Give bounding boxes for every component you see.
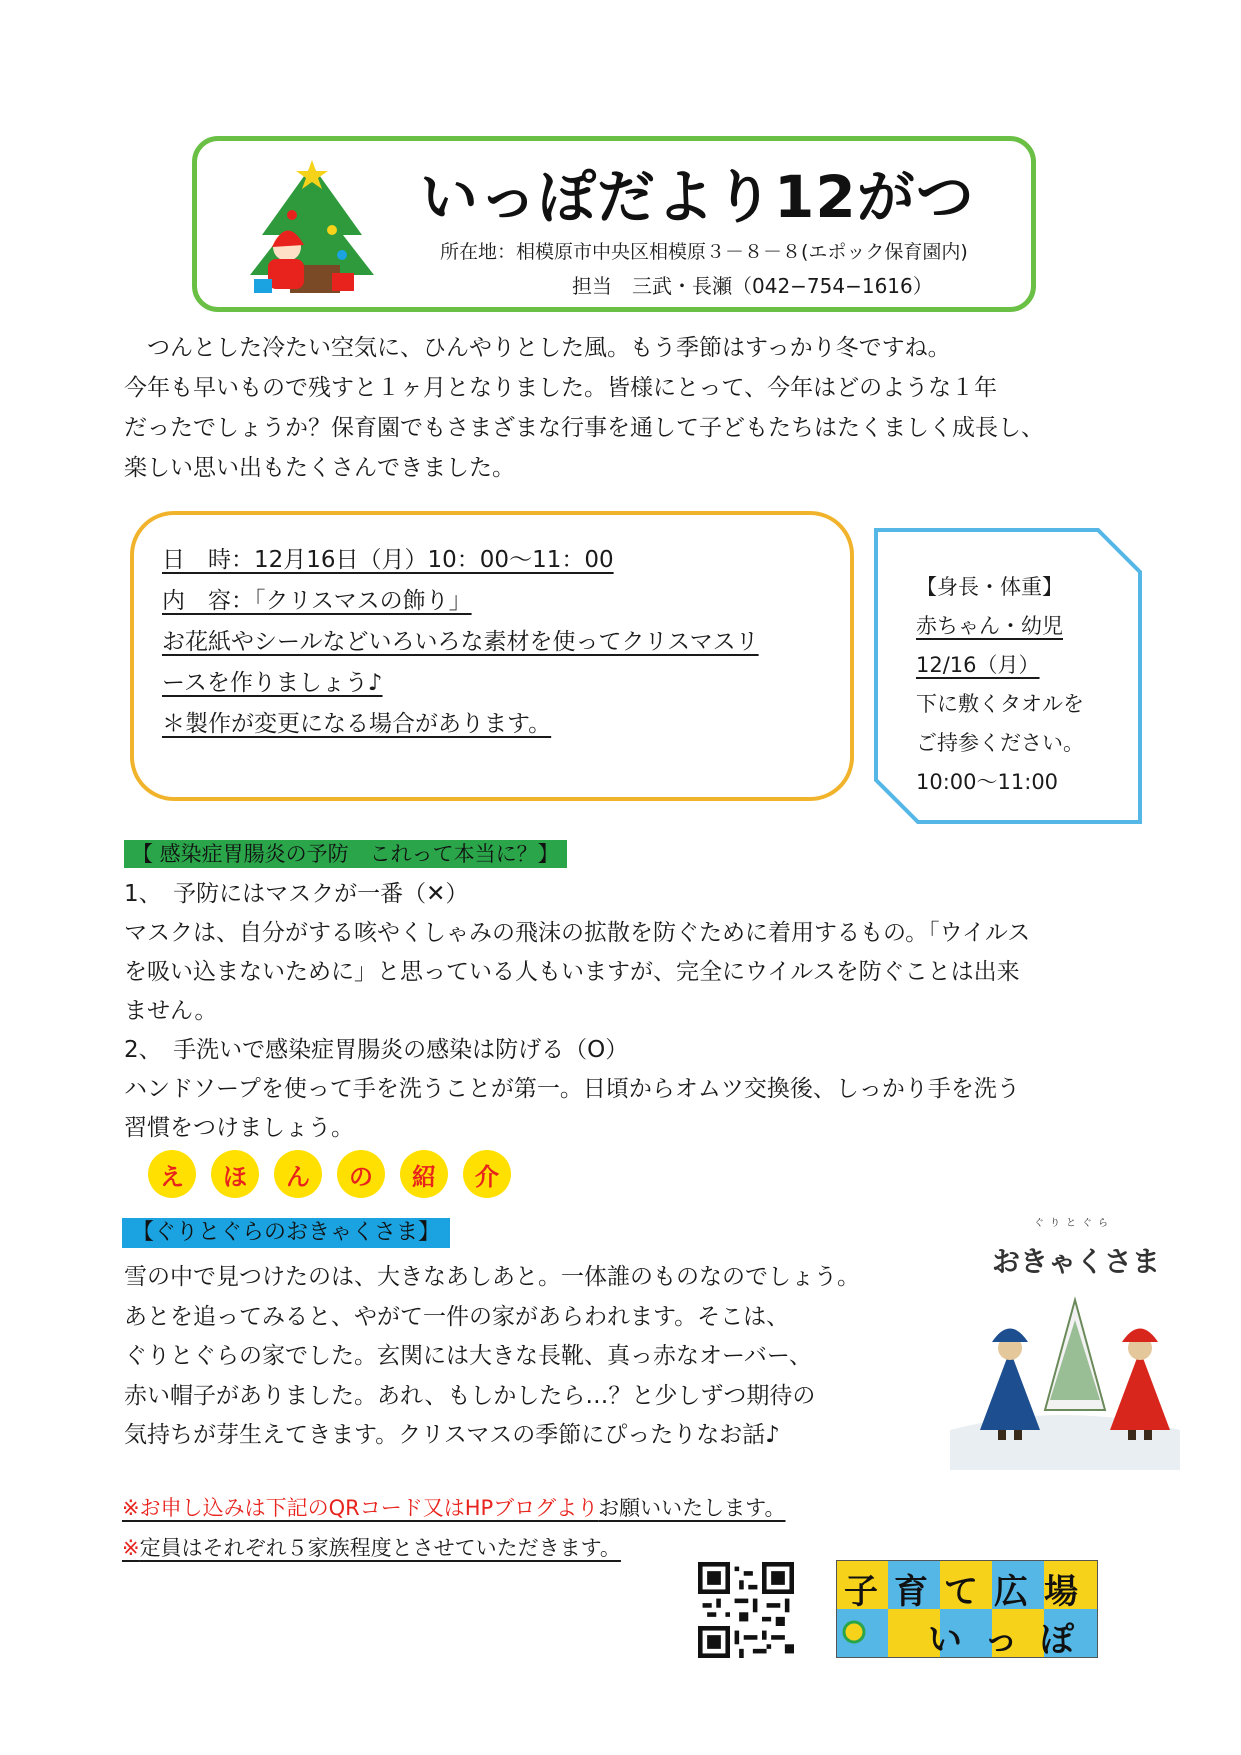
health-item-body: ハンドソープを使って手を洗うことが第一。日頃からオムツ交換後、しっかり手を洗う	[124, 1076, 1020, 1102]
newsletter-title: いっぽだより12がつ	[420, 163, 975, 231]
capacity-note	[122, 1532, 621, 1562]
application-note-rest: お願いいたします。	[598, 1496, 786, 1520]
logo-row-2	[928, 1612, 1074, 1661]
book-desc-line: あとを追ってみると、やがて一件の家があらわれます。そこは、	[124, 1303, 790, 1330]
heading-circle: ほ	[211, 1150, 259, 1198]
intro-line: 楽しい思い出もたくさんできました。	[124, 455, 515, 481]
book-cover-title: おきゃくさま	[992, 1245, 1161, 1278]
event-desc-line: ースを作りましょう♪	[162, 670, 383, 696]
heading-circle: え	[148, 1150, 196, 1198]
application-note-highlight: ※お申し込みは下記のQRコード又はHPブログより	[122, 1496, 599, 1520]
heading-circle: ん	[274, 1150, 322, 1198]
measurement-target: 赤ちゃん・幼児	[916, 614, 1063, 638]
logo-char: 育	[894, 1572, 928, 1612]
contact-text: 担当 三武・長瀬（042−754−1616）	[572, 274, 933, 298]
measurement-line: ご持参ください。	[916, 731, 1084, 755]
health-item-body: 習慣をつけましょう。	[124, 1115, 354, 1141]
measurement-line: 下に敷くタオルを	[916, 692, 1084, 716]
measurement-date: 12/16（月）	[916, 653, 1040, 677]
christmas-tree-illustration	[232, 155, 382, 305]
event-note: ＊製作が変更になる場合があります。	[162, 711, 552, 737]
capacity-note-mark: ※	[122, 1536, 140, 1560]
event-details	[162, 540, 759, 745]
book-title-tag: 【ぐりとぐらのおきゃくさま】	[122, 1218, 450, 1248]
health-item-body: を吸い込まないために」と思っている人もいますが、完全にウイルスを防ぐことは出来	[124, 959, 1020, 985]
qr-code[interactable]	[698, 1562, 794, 1658]
heading-circle: 紹	[400, 1150, 448, 1198]
measurement-time: 10:00～11:00	[916, 770, 1059, 794]
health-item-title: 2、 手洗いで感染症胃腸炎の感染は防げる（O）	[124, 1037, 629, 1063]
measurement-heading: 【身長・体重】	[916, 575, 1063, 599]
book-description	[124, 1258, 860, 1456]
health-item-title: 1、 予防にはマスクが一番（✕）	[124, 881, 469, 907]
event-content: 内 容：「クリスマスの飾り」	[162, 588, 472, 614]
logo-char: ぽ	[1040, 1620, 1074, 1660]
intro-line: つんとした冷たい空気に、ひんやりとした風。もう季節はすっかり冬ですね。	[124, 335, 951, 361]
health-item-body: ません。	[124, 998, 218, 1024]
book-cover-illustration	[950, 1290, 1180, 1470]
logo-row-1	[844, 1564, 1078, 1613]
event-date: 日 時：12月16日（月）10：00～11：00	[162, 547, 614, 573]
health-item-body: マスクは、自分がする咳やくしゃみの飛沫の拡散を防ぐために着用するもの。「ウイルス	[124, 920, 1031, 946]
logo-char: 場	[1044, 1572, 1078, 1612]
logo-char: 広	[994, 1572, 1028, 1612]
address-text: 所在地：相模原市中央区相模原３－８－８(エポック保育園内)	[440, 241, 968, 263]
intro-line: 今年も早いもので残すと１ヶ月となりました。皆様にとって、今年はどのような１年	[124, 375, 998, 401]
ehon-heading	[148, 1150, 511, 1198]
capacity-note-rest: 定員はそれぞれ５家族程度とさせていただきます。	[139, 1536, 621, 1560]
event-desc-line: お花紙やシールなどいろいろな素材を使ってクリスマスリ	[162, 629, 759, 655]
logo-char: 子	[844, 1572, 878, 1612]
book-desc-line: 気持ちが芽生えてきます。クリスマスの季節にぴったりなお話♪	[124, 1422, 780, 1448]
book-desc-line: ぐりとぐらの家でした。玄関には大きな長靴、真っ赤なオーバー、	[124, 1343, 812, 1369]
application-note	[122, 1492, 786, 1522]
book-desc-line: 赤い帽子がありました。あれ、もしかしたら…？と少しずつ期待の	[124, 1382, 816, 1409]
health-section-tag: 【 感染症胃腸炎の予防 これって本当に？】	[124, 840, 567, 868]
logo-char: い	[928, 1620, 962, 1660]
logo-char: て	[944, 1572, 978, 1612]
intro-paragraph	[124, 328, 1124, 488]
heading-circle: の	[337, 1150, 385, 1198]
book-desc-line: 雪の中で見つけたのは、大きなあしあと。一体誰のものなのでしょう。	[124, 1264, 860, 1290]
book-cover-series: ぐりとぐら	[1034, 1218, 1114, 1229]
intro-line: だったでしょうか？保育園でもさまざまな行事を通して子どもたちはたくましく成長し、	[124, 415, 1044, 441]
health-section	[124, 875, 1124, 1148]
measurement-info	[916, 568, 1084, 802]
heading-circle: 介	[463, 1150, 511, 1198]
logo-char: っ	[984, 1620, 1018, 1660]
kosodate-hiroba-ippo-logo	[836, 1560, 1098, 1658]
